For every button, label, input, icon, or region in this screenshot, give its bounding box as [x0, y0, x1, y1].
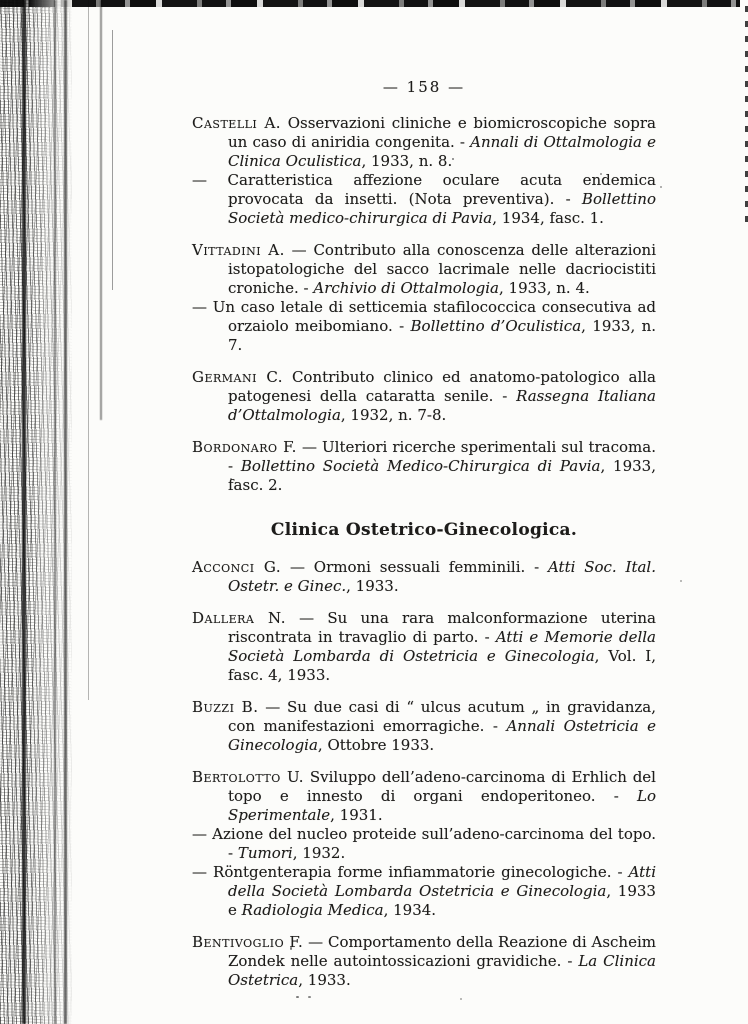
author-name: Bordonaro F.	[192, 438, 297, 456]
page-number: — 158 —	[382, 78, 466, 96]
scan-speck	[680, 580, 682, 582]
entry-text: , Vol. I, fasc. 4, 1933.	[228, 647, 656, 684]
author-name: Acconci G.	[192, 558, 282, 576]
entry-text: , 1934, fasc. 1.	[492, 209, 604, 227]
entry-text: — Su due casi di “ ulcus acutum „ in gravidanza, con manifestazioni emorragiche. -	[228, 698, 656, 735]
entry-text: Sviluppo dell’adeno-carcinoma di Erhlich del topo e innesto di organi endoperitoneo. -	[228, 768, 656, 805]
bibliography-entry	[192, 241, 656, 355]
journal-title: Lo Sperimentale	[228, 787, 656, 824]
author-name: Dallera N.	[192, 609, 286, 627]
scan-speck	[296, 996, 299, 998]
entry-paragraph	[192, 171, 656, 228]
binding-streak	[54, 0, 56, 1024]
page-content	[192, 78, 656, 990]
entry-text: — Caratteristica affezione oculare acuta endemica provocata da insetti. (Nota preventiva). -	[192, 171, 656, 208]
journal-title: Atti della Società Lombarda Ostetricia e Ginecologia	[228, 863, 656, 900]
entry-text: , 1933.	[346, 577, 399, 595]
scan-speck	[660, 186, 662, 188]
journal-title: Bollettino Società Medico-Chirurgica di Pavia	[240, 457, 601, 475]
entry-text: — Röntgenterapia forme infiammatorie ginecologiche. -	[192, 863, 629, 881]
entry-paragraph	[192, 863, 656, 920]
bibliography-entry	[192, 609, 656, 685]
binding-streak	[64, 0, 67, 1024]
bibliography-entry	[192, 933, 656, 990]
author-name: Buzzi B.	[192, 698, 259, 716]
bibliography-entry	[192, 438, 656, 495]
entry-paragraph	[192, 438, 656, 495]
author-name: Vittadini A.	[192, 241, 285, 259]
entry-text: — Un caso letale di setticemia stafilococcica consecutiva ad orzaiolo meibomiano. -	[192, 298, 656, 335]
journal-title: Atti e Memorie della Società Lombarda di Ostetricia e Ginecologia	[228, 628, 656, 665]
entry-paragraph	[192, 241, 656, 298]
scan-top-edge	[0, 0, 740, 7]
entry-text: — Azione del nucleo proteide sull’adeno-carcinoma del topo. -	[192, 825, 656, 862]
entry-text: , 1933, n. 4.	[499, 279, 590, 297]
journal-title: Atti Soc. Ital. Ostetr. e Ginec.	[228, 558, 656, 595]
journal-title: Bollettino d’Oculistica	[410, 317, 582, 335]
author-name: Bentivoglio F.	[192, 933, 304, 951]
entry-paragraph	[192, 768, 656, 825]
author-name: Bertolotto U.	[192, 768, 305, 786]
entry-text: Osservazioni cliniche e biomicroscopiche sopra un caso di aniridia congenita. -	[228, 114, 657, 151]
entry-text: — Ormoni sessuali femminili. -	[281, 558, 548, 576]
scan-speck	[308, 996, 311, 998]
bibliography-section	[192, 521, 656, 990]
entry-text: Contributo clinico ed anatomo-patologico alla patogenesi della cataratta senile. -	[228, 368, 656, 405]
bibliography-entry	[192, 768, 656, 920]
bibliography-sections	[192, 114, 656, 990]
entry-text: , 1932, n. 7-8.	[340, 406, 447, 424]
entry-paragraph	[192, 609, 656, 685]
binding-streak	[22, 0, 26, 1024]
journal-title: Annali di Ottalmologia e Clinica Oculistica	[228, 133, 656, 170]
bibliography-entry	[192, 368, 656, 425]
entry-text: , 1933, fasc. 2.	[228, 457, 656, 494]
journal-title: Radiologia Medica	[241, 901, 384, 919]
author-name: Germani C.	[192, 368, 284, 386]
journal-title: La Clinica Ostetrica	[228, 952, 656, 989]
entry-paragraph	[192, 114, 656, 171]
journal-title: Tumori	[237, 844, 293, 862]
entry-text: , Ottobre 1933.	[317, 736, 435, 754]
entry-text: — Ulteriori ricerche sperimentali sul tracoma. -	[228, 438, 656, 475]
entry-text: , 1933, n. 7.	[228, 317, 656, 354]
entry-text: , 1933 e	[228, 882, 656, 919]
entry-paragraph	[192, 698, 656, 755]
bibliography-entry	[192, 698, 656, 755]
entry-text: , 1934.	[383, 901, 437, 919]
entry-paragraph	[192, 825, 656, 863]
journal-title: Bollettino Società medico-chirurgica di Pavia	[228, 190, 656, 227]
binding-streak	[112, 30, 113, 290]
entry-text: — Contributo alla conoscenza delle alterazioni istopatologiche del sacco lacrimale nelle dacriocistiti croniche. -	[228, 241, 656, 297]
entry-text: , 1932.	[292, 844, 346, 862]
entry-paragraph	[192, 558, 656, 596]
entry-paragraph	[192, 368, 656, 425]
bibliography-entry	[192, 558, 656, 596]
journal-title: Archivio di Ottalmologia	[313, 279, 499, 297]
journal-title: Rassegna Italiana d’Ottalmologia	[228, 387, 656, 424]
entry-text: — Comportamento della Reazione di Ascheim Zondek nelle autointossicazioni gravidiche. -	[228, 933, 656, 970]
author-name: Castelli A.	[192, 114, 282, 132]
entry-text: , 1933.	[298, 971, 351, 989]
entry-text: — Su una rara malconformazione uterina riscontrata in travaglio di parto. -	[228, 609, 656, 646]
bibliography-entry	[192, 114, 656, 228]
binding-streak	[88, 0, 89, 700]
bibliography-section	[192, 114, 656, 495]
entry-text: , 1931.	[330, 806, 383, 824]
binding-gutter-noise	[0, 0, 72, 1024]
entry-paragraph	[192, 298, 656, 355]
binding-streak	[100, 0, 102, 420]
entry-paragraph	[192, 933, 656, 990]
section-heading: Clinica Ostetrico-Ginecologica.	[270, 520, 578, 540]
entry-text: , 1933, n. 8.	[361, 152, 453, 170]
journal-title: Annali Ostetricia e Ginecologia	[228, 717, 656, 754]
scan-speck	[460, 998, 462, 1000]
